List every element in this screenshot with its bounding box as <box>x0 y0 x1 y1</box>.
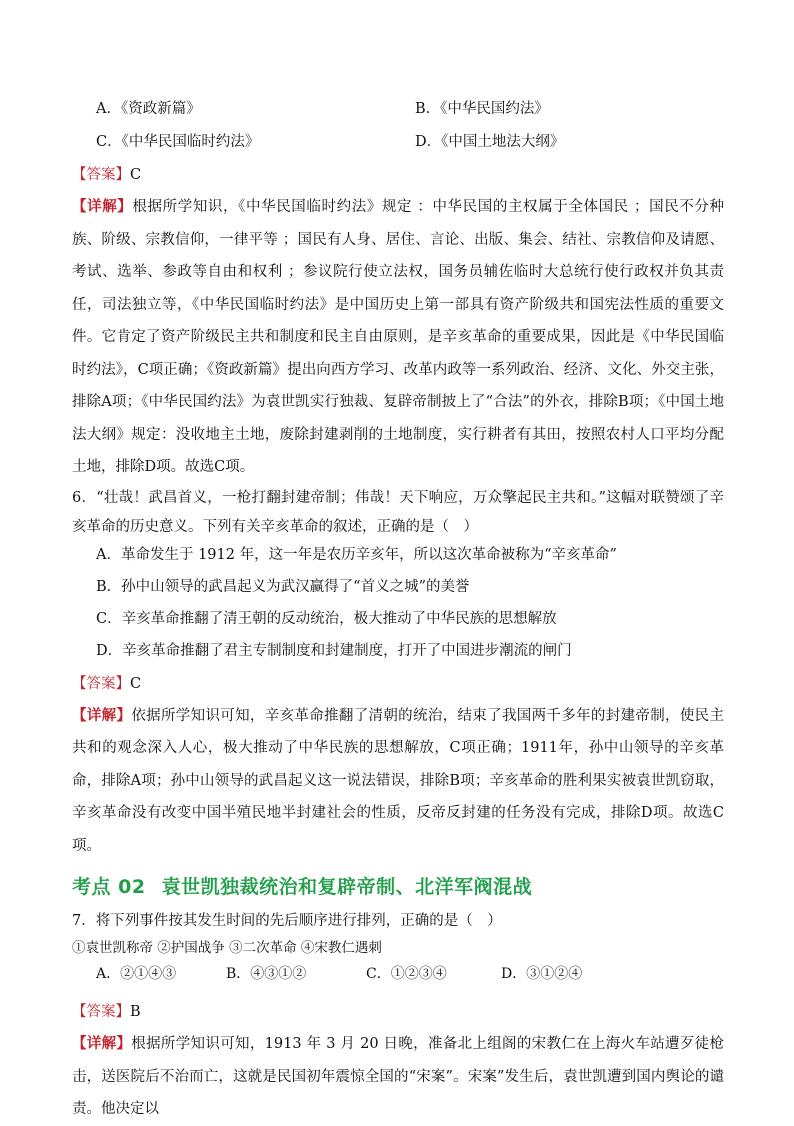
q6-options <box>72 546 724 660</box>
q6-option-a: A．革命发生于 1912 年，这一年是农历辛亥年，所以这次革命被称为“辛亥革命” <box>96 546 617 563</box>
q5-option-d: D．《中国土地法大纲》 <box>415 134 565 150</box>
q7-options <box>72 960 724 988</box>
section-heading <box>72 872 724 899</box>
q7-option-a: A．②①④③ <box>96 966 177 982</box>
q5-options <box>72 100 724 151</box>
detail-tag: 【详解】 <box>72 1035 132 1052</box>
q5-option-b: B．《中华民国约法》 <box>415 101 549 117</box>
q7-events: ①袁世凯称帝 ②护国战争 ③二次革命 ④宋教仁遇刺 <box>72 940 382 956</box>
section-title: 袁世凯独裁统治和复辟帝制、北洋军阀混战 <box>161 876 533 898</box>
detail-text: 依据所学知识可知，辛亥革命推翻了清朝的统治，结束了我国两千多年的封建帝制，使民主共和的观念深入人心，极大推动了中华民族的思想解放，C项正确；1911年，孙中山领导的辛亥革命，排除A项；孙中山领导的武昌起义这一说法错误，排除B项；辛亥革命的胜利果实被袁世凯窃取，辛亥革命没有改变中国半殖民地半封建社会的性质，反帝反封建的任务没有完成，排除D项。故选C项。 <box>72 707 725 854</box>
q5-option-a: A．《资政新篇》 <box>96 101 201 117</box>
detail-tag: 【详解】 <box>72 198 133 215</box>
q7-answer <box>72 1002 724 1022</box>
q6-option-b: B．孙中山领导的武昌起义为武汉赢得了“首义之城”的美誉 <box>96 578 470 595</box>
answer-value: C <box>130 167 142 183</box>
detail-text: 根据所学知识可知，1913 年 3 月 20 日晚，准备北上组阁的宋教仁在上海火车站遭歹徒枪击，送医院后不治而亡，这就是民国初年震惊全国的“宋案”。宋案”发生后，袁世凯遭到国内舆论的谴责。他决定以 <box>72 1036 725 1117</box>
q6-answer <box>72 674 724 694</box>
q7-option-d: D．③①②④ <box>501 966 583 982</box>
answer-tag: 【答案】 <box>72 675 130 692</box>
detail-text: 根据所学知识，《中华民国临时约法》规定 ：中华民国的主权属于全体国民 ；国民不分种族、阶级、宗教信仰，一律平等 ；国民有人身、居住、言论、出版、集会、结社、宗教信仰及请愿、考试、选举、参政等自由和权利 ；参议院行使立法权，国务员辅佐临时大总统行使行政权并负其责任，司法独立等，《中华民国临时约法》是中国历史上第一部具有资产阶级共和国宪法性质的重要文件。它肯定了资产阶级民主共和制度和民主自由原则，是辛亥革命的重要成果，因此是《中华民国临时约法》，C项正确；《资政新篇》提出向西方学习、改革内政等一系列政治、经济、文化、外交主张，排除A项；《中华民国约法》为袁世凯实行独裁、复辟帝制披上了“合法”的外衣，排除B项；《中国土地法大纲》规定：没收地主土地，废除封建剥削的土地制度，实行耕者有其田，按照农村人口平均分配土地，排除D项。故选C项。 <box>72 199 725 475</box>
q6-option-d: D．辛亥革命推翻了君主专制制度和封建制度，打开了中国进步潮流的闸门 <box>96 642 572 659</box>
q5-option-c: C．《中华民国临时约法》 <box>96 134 260 150</box>
section-number: 考点 02 <box>72 876 146 898</box>
q7-stem: 7．将下列事件按其发生时间的先后顺序进行排列，正确的是（ ） <box>72 913 502 929</box>
answer-tag: 【答案】 <box>72 167 130 183</box>
q6-option-c: C．辛亥革命推翻了清王朝的反动统治，极大推动了中华民族的思想解放 <box>96 610 557 627</box>
answer-value: C <box>130 675 142 692</box>
answer-value: B <box>130 1004 141 1020</box>
q5-detail <box>72 191 724 484</box>
q5-answer <box>72 165 724 185</box>
answer-tag: 【答案】 <box>72 1004 130 1020</box>
detail-tag: 【详解】 <box>72 706 132 724</box>
q6-stem: 6．“壮哉！武昌首义，一枪打翻封建帝制；伟哉！天下响应，万众擎起民主共和。”这幅对联赞颂了辛亥革命的历史意义。下列有关辛亥革命的叙述，正确的是（ ） <box>72 489 724 535</box>
q7-detail <box>72 1028 724 1126</box>
q6-detail <box>72 700 724 863</box>
q7-option-b: B．④③①② <box>226 966 307 982</box>
q7-option-c: C．①②③④ <box>366 966 447 982</box>
